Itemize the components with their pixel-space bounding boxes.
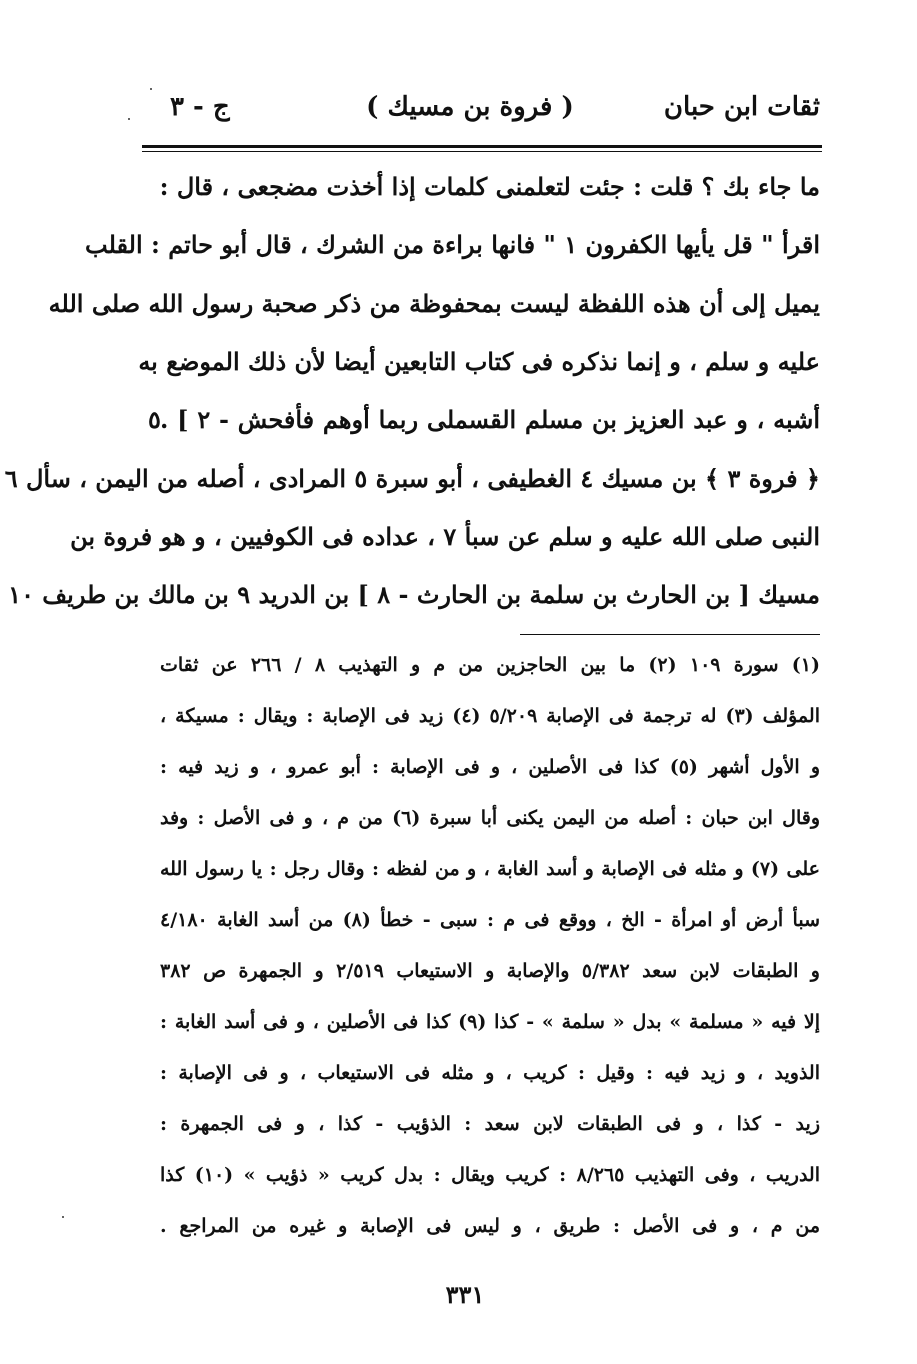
running-head <box>150 92 820 136</box>
footnote-line: وقال ابن حبان : أصله من اليمن يكنى أبا سبرة (٦) من م ، و فى الأصل : وفد <box>160 807 820 829</box>
header-rule <box>142 145 822 152</box>
main-text-line: عليه و سلم ، و إنما نذكره فى كتاب التابعين أيضا لأن ذلك الموضع به <box>138 347 820 376</box>
scan-speck <box>128 118 130 120</box>
entry-title: ( فروة بن مسيك ) <box>366 92 574 122</box>
main-text-line: أشبه ، و عبد العزيز بن مسلم القسملى ربما أوهم فأفحش - ٢ ] . <box>160 405 821 434</box>
footnote-rule <box>520 634 820 635</box>
footnote-line: إلا فيه « مسلمة » بدل « سلمة » - كذا (٩) كذا فى الأصلين ، و فى أسد الغابة : <box>160 1011 820 1033</box>
book-title: ثقات ابن حبان <box>663 92 820 122</box>
footnote-line: و الطبقات لابن سعد ٥/٣٨٢ والإصابة و الاستيعاب ٢/٥١٩ و الجمهرة ص ٣٨٢ <box>160 960 820 982</box>
footnote-line: سبأ أرض أو امرأة - الخ ، ووقع فى م : سبى - خطأ (٨) من أسد الغابة ٤/١٨٠ <box>160 909 820 931</box>
main-text-line: اقرأ " قل يأيها الكفرون ١ " فانها براءة من الشرك ، قال أبو حاتم : القلب <box>85 230 820 259</box>
footnote-line: الدريب ، وفى التهذيب ٨/٢٦٥ : كريب ويقال : بدل كريب « ذؤيب » (١٠) كذا <box>160 1164 821 1186</box>
footnote-line: من م ، و فى الأصل : طريق ، و ليس فى الإصابة و غيره من المراجع . <box>160 1215 820 1237</box>
footnote-line: و الأول أشهر (٥) كذا فى الأصلين ، و فى الإصابة : أبو عمرو ، و زيد فيه : <box>160 756 820 778</box>
main-text-line: يميل إلى أن هذه اللفظة ليست بمحفوظة من ذكر صحبة رسول الله صلى الله <box>48 289 820 318</box>
scan-speck <box>62 1216 64 1218</box>
scan-speck <box>150 88 152 90</box>
footnote-line: زيد - كذا ، و فى الطبقات لابن سعد : الذؤيب - كذا ، و فى الجمهرة : <box>160 1113 820 1135</box>
main-text-line: ﴿ فروة ٣ ﴾ بن مسيك ٤ الغطيفى ، أبو سبرة ٥ المرادى ، أصله من اليمن ، سأل ٦ <box>4 464 820 493</box>
line-number-marker: ٥ <box>148 405 161 434</box>
main-text-line: مسيك [ بن الحارث بن سلمة بن الحارث - ٨ ] بن الدريد ٩ بن مالك بن طريف ١٠ <box>8 580 820 609</box>
footnote-line: (١) سورة ١٠٩ (٢) ما بين الحاجزين من م و التهذيب ٨ / ٢٦٦ عن ثقات <box>160 654 820 676</box>
main-text-line: النبى صلى الله عليه و سلم عن سبأ ٧ ، عداده فى الكوفيين ، و هو فروة بن <box>70 522 820 551</box>
page-number: ٣٣١ <box>445 1280 485 1309</box>
main-text-line: ما جاء بك ؟ قلت : جئت لتعلمنى كلمات إذا أخذت مضجعى ، قال : <box>159 172 820 201</box>
footnote-line: المؤلف (٣) له ترجمة فى الإصابة ٥/٢٠٩ (٤) زيد فى الإصابة : ويقال : مسيكة ، <box>160 705 820 727</box>
footnote-line: الذويد ، و زيد فيه : وقيل : كريب ، و مثله فى الاستيعاب ، و فى الإصابة : <box>160 1062 820 1084</box>
volume-label: ج - ٣ <box>170 92 230 122</box>
footnote-line: على (٧) و مثله فى الإصابة و أسد الغابة ، و من لفظه : وقال رجل : يا رسول الله <box>160 858 820 880</box>
